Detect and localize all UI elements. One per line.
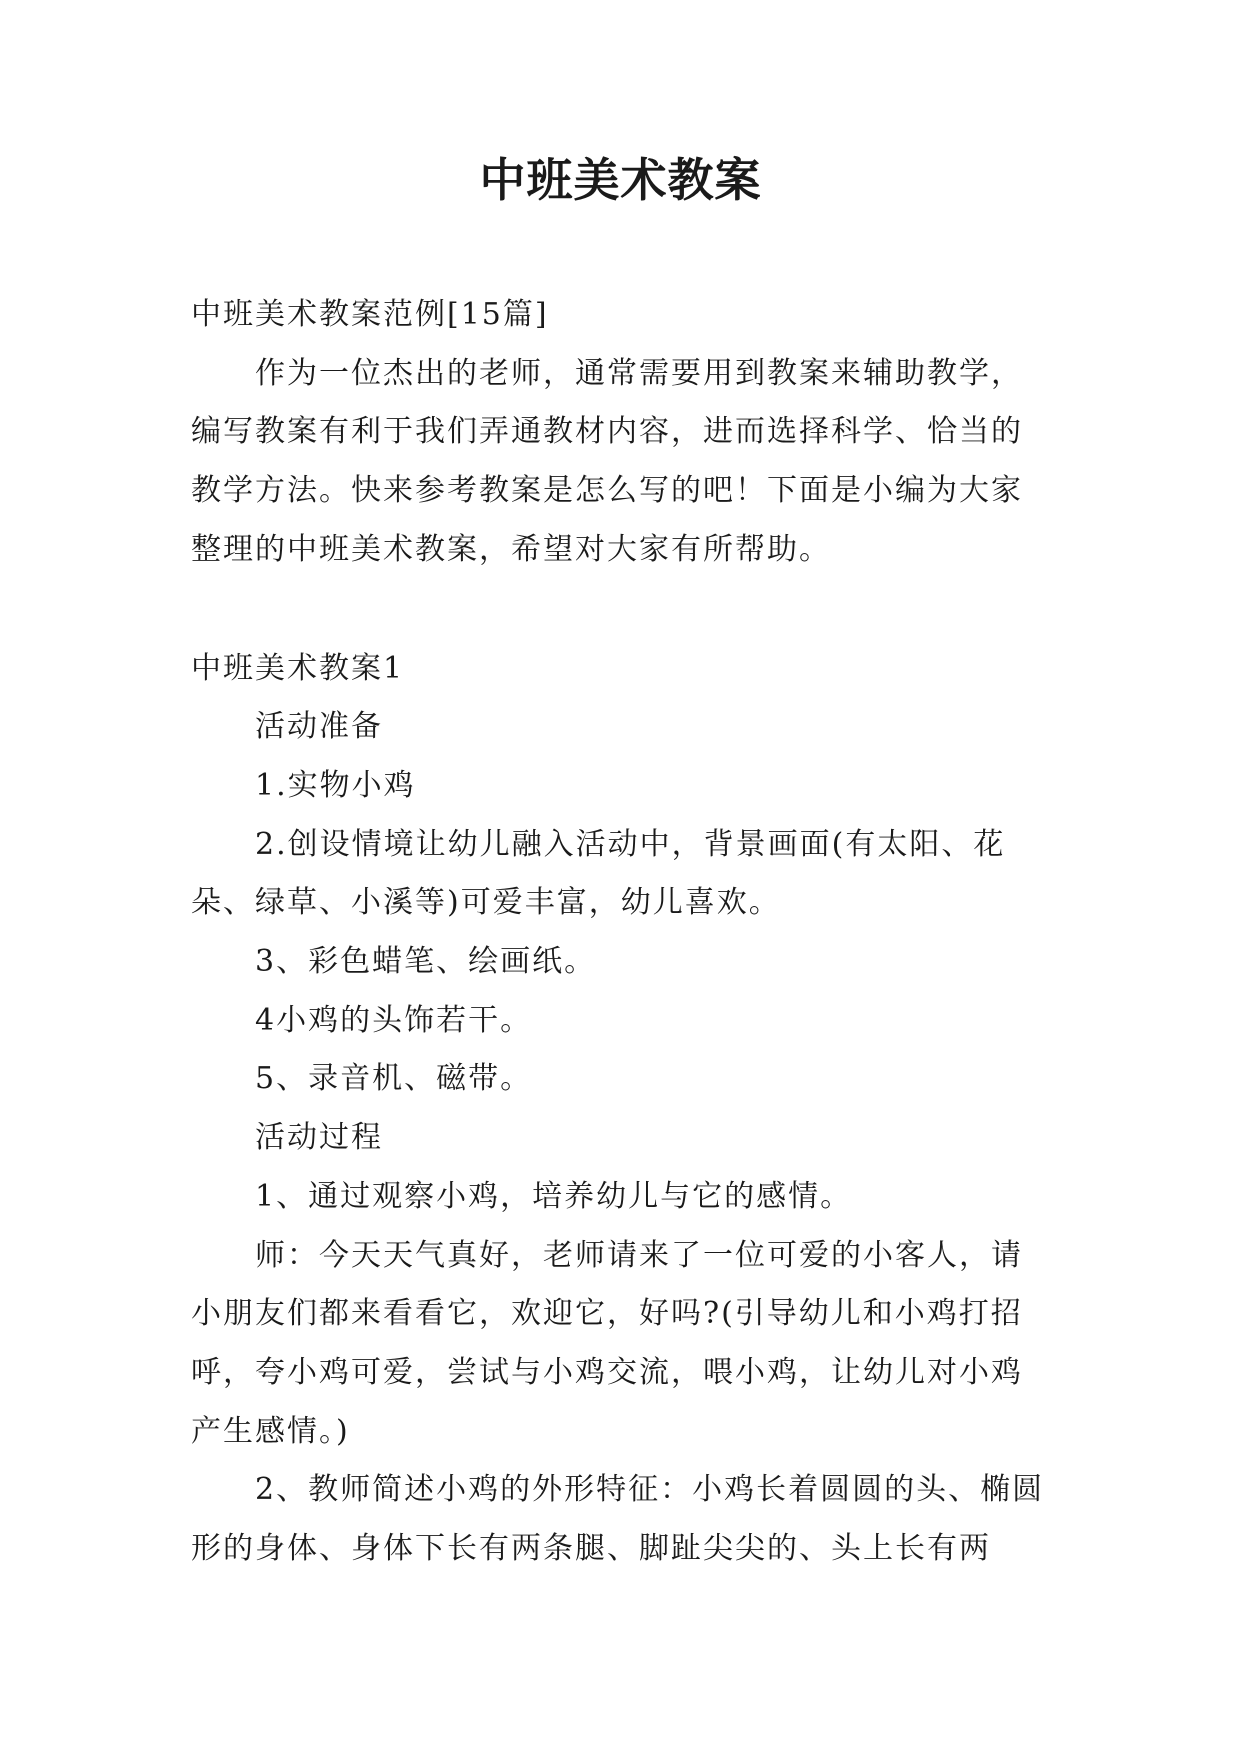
process-paragraph: 师：今天天气真好，老师请来了一位可爱的小客人，请小朋友们都来看看它，欢迎它，好吗?(引导幼儿和小鸡打招呼，夸小鸡可爱，尝试与小鸡交流，喂小鸡，让幼儿对小鸡产生感情。) (191, 1237, 1023, 1449)
document-body (191, 286, 1051, 1579)
intro-paragraph: 作为一位杰出的老师，通常需要用到教案来辅助教学，编写教案有利于我们弄通教材内容，进而选择科学、恰当的教学方法。快来参考教案是怎么写的吧！下面是小编为大家整理的中班美术教案，希望对大家有所帮助。 (191, 355, 1023, 567)
prep-item: 5、录音机、磁带。 (255, 1061, 533, 1097)
process-paragraph: 1、通过观察小鸡，培养幼儿与它的感情。 (255, 1178, 853, 1214)
prep-item: 4小鸡的头饰若干。 (255, 1002, 533, 1038)
section-heading: 中班美术教案1 (191, 650, 405, 686)
prep-item: 3、彩色蜡笔、绘画纸。 (255, 944, 597, 980)
process-heading: 活动过程 (255, 1120, 383, 1156)
process-paragraph: 2、教师简述小鸡的外形特征：小鸡长着圆圆的头、椭圆形的身体、身体下长有两条腿、脚趾尖尖的、头上长有两 (191, 1472, 1045, 1567)
prep-item: 1.实物小鸡 (255, 767, 416, 803)
prep-heading: 活动准备 (255, 709, 383, 745)
document-title: 中班美术教案 (479, 153, 762, 207)
document-subtitle: 中班美术教案范例[15篇] (191, 297, 549, 332)
prep-item: 2.创设情境让幼儿融入活动中，背景画面(有太阳、花朵、绿草、小溪等)可爱丰富，幼儿喜欢。 (191, 826, 1006, 921)
section-spacer (191, 580, 1051, 640)
